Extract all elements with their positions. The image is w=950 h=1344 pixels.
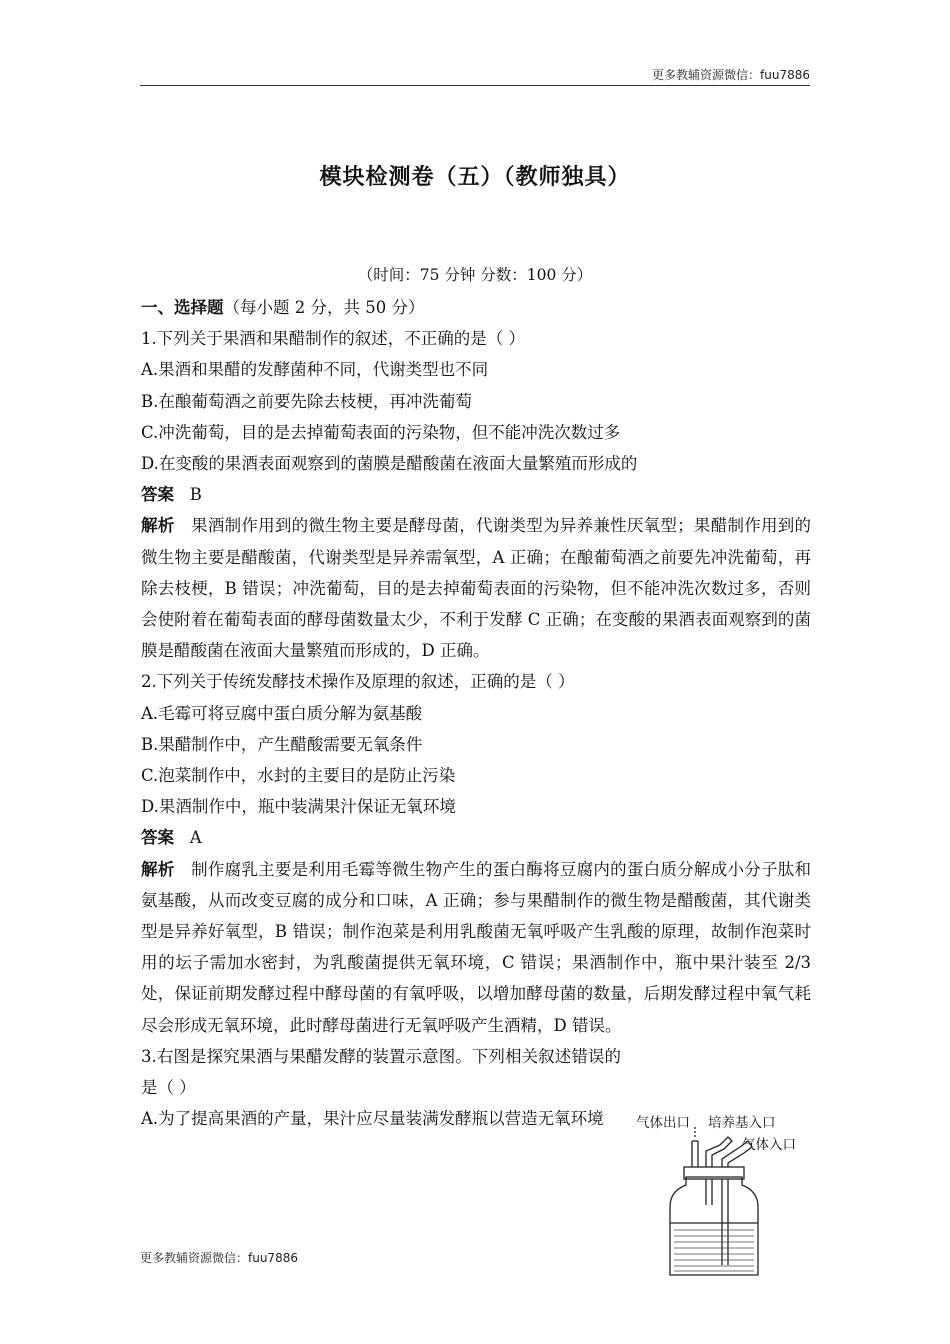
- q2-option-d: D.果酒制作中，瓶中装满果汁保证无氧环境: [141, 797, 456, 817]
- gas-outlet-tube: [692, 1141, 698, 1167]
- q1-stem: 1.下列关于果酒和果醋制作的叙述，不正确的是（ ）: [141, 329, 525, 349]
- label-gas-outlet: 气体出口: [636, 1115, 690, 1131]
- header-watermark: 更多教辅资源微信：fuu7886: [652, 68, 810, 82]
- q1-analysis-label: 解析: [141, 516, 175, 536]
- liquid-hatching: [674, 1230, 754, 1271]
- question-content: [141, 292, 811, 1134]
- q1-option-a: A.果酒和果醋的发酵菌种不同，代谢类型也不同: [141, 360, 489, 380]
- q1-option-d: D.在变酸的果酒表面观察到的菌膜是醋酸菌在液面大量繁殖而形成的: [141, 454, 638, 474]
- gas-inlet-tube-upper: [722, 1147, 744, 1167]
- q1-analysis: [141, 510, 811, 666]
- q1-answer-value: B: [189, 485, 202, 505]
- q1-option-b: B.在酿葡萄酒之前要先除去枝梗，再冲洗葡萄: [141, 391, 472, 411]
- label-gas-inlet: 气体入口: [742, 1137, 796, 1153]
- gas-inlet-tube-inner: [722, 1179, 728, 1265]
- q2-option-b: B.果醋制作中，产生醋酸需要无氧条件: [141, 734, 423, 754]
- q2-analysis-label: 解析: [141, 859, 175, 879]
- exam-time-info: （时间：75 分钟 分数：100 分）: [357, 266, 593, 284]
- q2-stem: 2.下列关于传统发酵技术操作及原理的叙述，正确的是（ ）: [141, 672, 575, 692]
- q1-answer-label: 答案: [141, 485, 174, 505]
- gas-inlet-clip: [740, 1141, 752, 1153]
- q2-answer: [141, 822, 811, 853]
- q1-option-c: C.冲洗葡萄，目的是去掉葡萄表面的污染物，但不能冲洗次数过多: [141, 422, 621, 442]
- q1-analysis-text: 果酒制作用到的微生物主要是酵母菌，代谢类型为异养兼性厌氧型；果醋制作用到的微生物主要是醋酸菌，代谢类型是异养需氧型，A 正确；在酿葡萄酒之前要先冲洗葡萄，再除去枝梗，B 错误；冲洗葡萄，目的是去掉葡萄表面的污染物，但不能冲洗次数过多，否则会使附着在葡萄表面的酵母菌数量太少，不利于发酵 C 正确；在变酸的果酒表面观察到的菌膜是醋酸菌在液面大量繁殖而形成的，D 正确。: [141, 516, 812, 661]
- q3-stem: 3.右图是探究果酒与果醋发酵的装置示意图。下列相关叙述错误的是（ ）: [141, 1046, 621, 1098]
- page-title: 模块检测卷（五）（教师独具）: [319, 165, 631, 190]
- q3-option-a: A.为了提高果酒的产量，果汁应尽量装满发酵瓶以营造无氧环境: [141, 1109, 604, 1129]
- q2-answer-label: 答案: [141, 828, 174, 848]
- medium-inlet-tube: [706, 1145, 724, 1167]
- q2-answer-value: A: [189, 828, 202, 848]
- medium-inlet-tube-inner: [706, 1179, 712, 1205]
- q2-option-a: A.毛霉可将豆腐中蛋白质分解为氨基酸: [141, 703, 423, 723]
- fermentation-apparatus-diagram: [636, 1105, 816, 1280]
- q2-analysis-text: 制作腐乳主要是利用毛霉等微生物产生的蛋白酶将豆腐内的蛋白质分解成小分子肽和氨基酸，从而改变豆腐的成分和口味，A 正确；参与果醋制作的微生物是醋酸菌，其代谢类型是异养好氧型，B 错误；制作泡菜是利用乳酸菌无氧呼吸产生乳酸的原理，故制作泡菜时用的坛子需加水密封，为乳酸菌提供无氧环境，C 错误；果酒制作中，瓶中果汁装至 2/3 处，保证前期发酵过程中酵母菌的有氧呼吸，以增加酵母菌的数量，后期发酵过程中氧气耗尽会形成无氧环境，此时酵母菌进行无氧呼吸产生酒精，D 错误。: [141, 859, 812, 1035]
- section-label: 一、选择题: [141, 298, 224, 317]
- q2-analysis: [141, 854, 811, 1041]
- apparatus-drawing: [636, 1105, 816, 1280]
- medium-inlet-clip: [720, 1137, 732, 1149]
- q2-option-c: C.泡菜制作中，水封的主要目的是防止污染: [141, 766, 456, 786]
- header-divider: [140, 85, 810, 86]
- label-medium-inlet: 培养基入口: [708, 1115, 776, 1131]
- section-heading: [141, 292, 811, 323]
- q1-answer: [141, 479, 811, 510]
- footer-watermark: 更多教辅资源微信：fuu7886: [140, 1251, 298, 1265]
- section-note: （每小题 2 分，共 50 分）: [223, 298, 425, 317]
